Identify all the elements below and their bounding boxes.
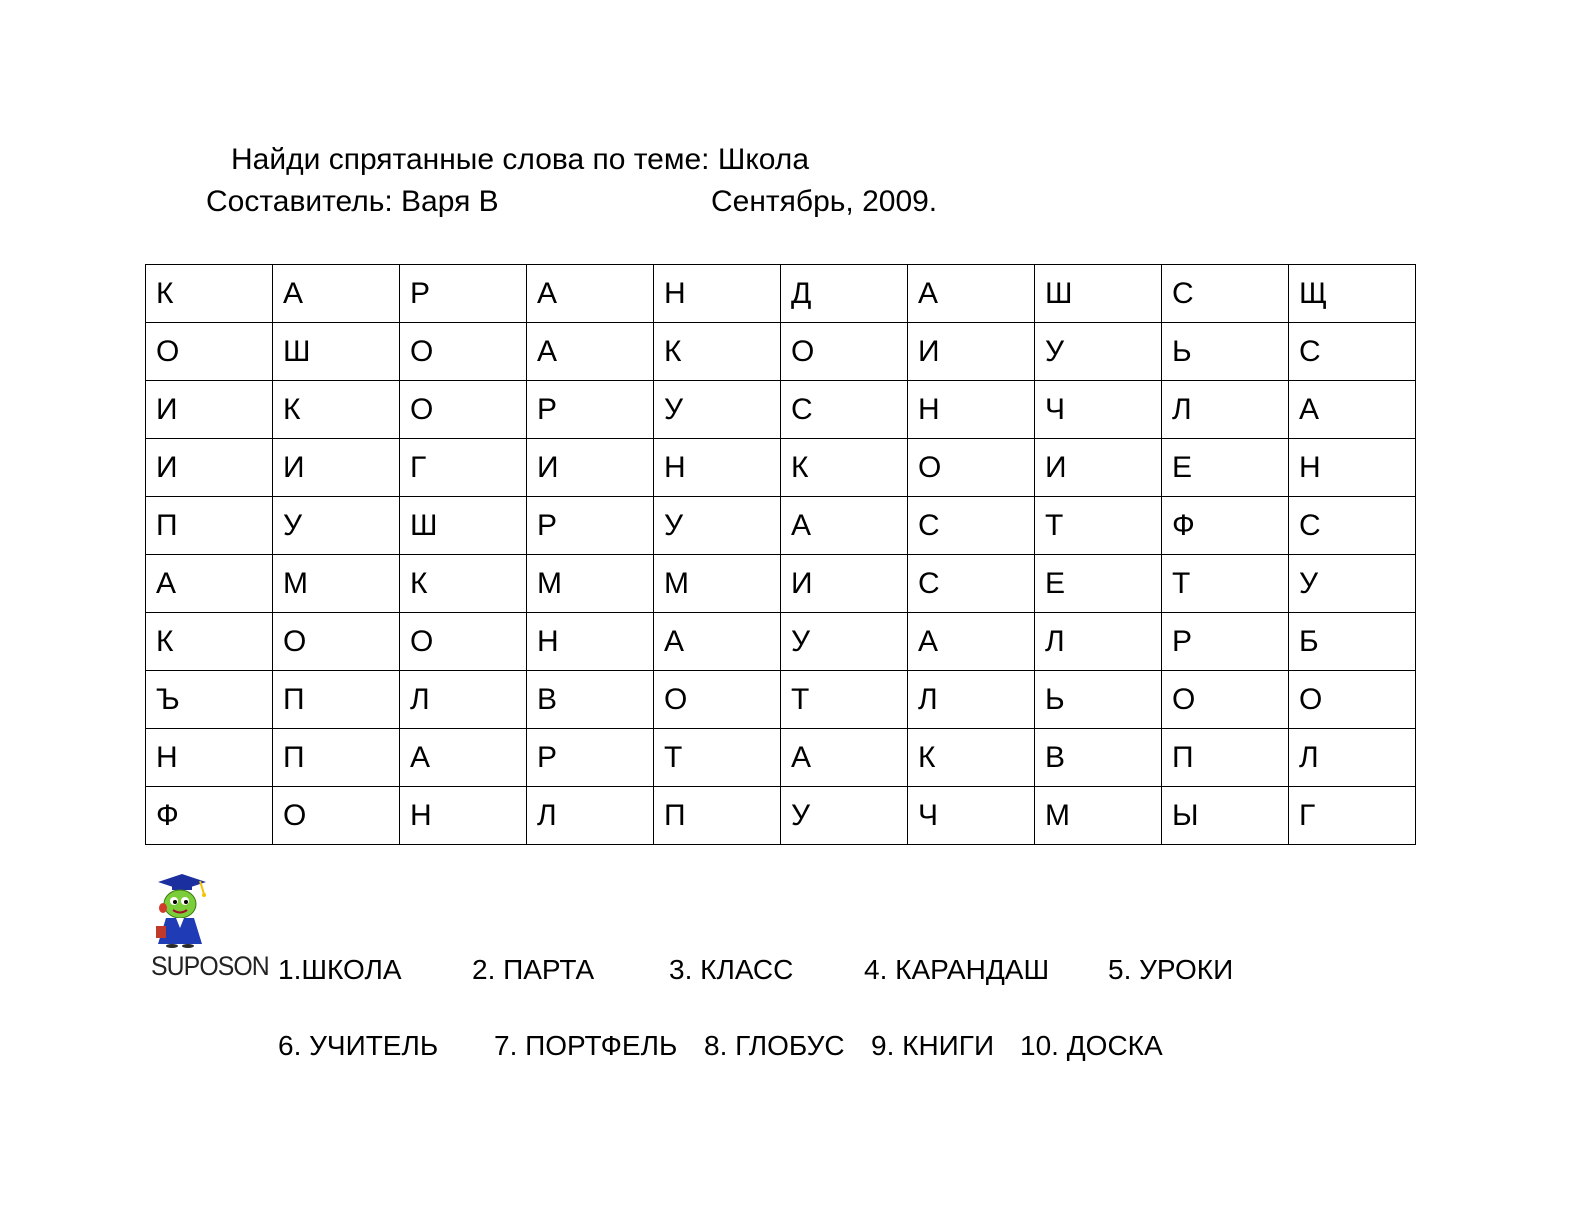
date-line: Сентябрь, 2009. bbox=[711, 185, 938, 218]
grid-cell: К bbox=[908, 729, 1035, 787]
grid-row bbox=[146, 497, 1416, 555]
grid-cell: О bbox=[1162, 671, 1289, 729]
grid-cell: Р bbox=[527, 497, 654, 555]
word-list-item: 8. ГЛОБУС bbox=[704, 1030, 845, 1061]
grid-cell: А bbox=[908, 265, 1035, 323]
grid-cell: Л bbox=[1289, 729, 1416, 787]
grid-cell: К bbox=[781, 439, 908, 497]
grid-cell: Г bbox=[400, 439, 527, 497]
grid-cell: Н bbox=[527, 613, 654, 671]
grid-cell: Л bbox=[400, 671, 527, 729]
grid-cell: К bbox=[146, 265, 273, 323]
grid-cell: И bbox=[527, 439, 654, 497]
grid-cell: Ч bbox=[1035, 381, 1162, 439]
grid-cell: М bbox=[273, 555, 400, 613]
grid-cell: Н bbox=[146, 729, 273, 787]
grid-cell: Н bbox=[1289, 439, 1416, 497]
grid-cell: Ш bbox=[400, 497, 527, 555]
grid-cell: Щ bbox=[1289, 265, 1416, 323]
grid-row bbox=[146, 323, 1416, 381]
grid-cell: М bbox=[527, 555, 654, 613]
grid-cell: У bbox=[781, 613, 908, 671]
grid-cell: М bbox=[654, 555, 781, 613]
word-list-item: 3. КЛАСС bbox=[669, 954, 794, 985]
grid-cell: О bbox=[273, 613, 400, 671]
grid-cell: Ь bbox=[1035, 671, 1162, 729]
grid-cell: П bbox=[146, 497, 273, 555]
grid-cell: О bbox=[400, 613, 527, 671]
grid-cell: С bbox=[1289, 323, 1416, 381]
grid-cell: Л bbox=[908, 671, 1035, 729]
grid-cell: О bbox=[1289, 671, 1416, 729]
grid-cell: Т bbox=[1035, 497, 1162, 555]
grid-cell: П bbox=[273, 671, 400, 729]
word-list-item: 4. КАРАНДАШ bbox=[864, 954, 1050, 985]
grid-cell: А bbox=[273, 265, 400, 323]
grid-row bbox=[146, 381, 1416, 439]
grid-cell: Н bbox=[908, 381, 1035, 439]
grid-cell: В bbox=[527, 671, 654, 729]
author-line: Составитель: Варя В bbox=[206, 185, 499, 218]
grid-cell: У bbox=[273, 497, 400, 555]
grid-cell: С bbox=[908, 555, 1035, 613]
grid-cell: С bbox=[781, 381, 908, 439]
word-list-item: 1.ШКОЛА bbox=[278, 954, 402, 985]
word-list-item: 5. УРОКИ bbox=[1108, 954, 1234, 985]
grid-cell: Н bbox=[400, 787, 527, 845]
grid-cell: О bbox=[781, 323, 908, 381]
grid-cell: Ы bbox=[1162, 787, 1289, 845]
grid-cell: А bbox=[146, 555, 273, 613]
grid-cell: А bbox=[400, 729, 527, 787]
grid-cell: И bbox=[908, 323, 1035, 381]
grid-row bbox=[146, 555, 1416, 613]
grid-cell: А bbox=[908, 613, 1035, 671]
word-list-item: 7. ПОРТФЕЛЬ bbox=[494, 1030, 678, 1061]
grid-cell: Д bbox=[781, 265, 908, 323]
grid-row bbox=[146, 729, 1416, 787]
grid-cell: Ч bbox=[908, 787, 1035, 845]
grid-cell: К bbox=[273, 381, 400, 439]
grid-cell: П bbox=[654, 787, 781, 845]
grid-cell: У bbox=[1035, 323, 1162, 381]
grid-cell: О bbox=[273, 787, 400, 845]
grid-cell: Л bbox=[527, 787, 654, 845]
grid-cell: Ъ bbox=[146, 671, 273, 729]
grid-cell: Р bbox=[400, 265, 527, 323]
grid-cell: Е bbox=[1162, 439, 1289, 497]
grid-cell: Р bbox=[527, 729, 654, 787]
grid-cell: О bbox=[400, 323, 527, 381]
grid-cell: Н bbox=[654, 265, 781, 323]
grid-cell: Ш bbox=[1035, 265, 1162, 323]
grid-cell: А bbox=[781, 497, 908, 555]
grid-cell: О bbox=[146, 323, 273, 381]
grid-cell: Ь bbox=[1162, 323, 1289, 381]
grid-cell: О bbox=[654, 671, 781, 729]
grid-cell: Т bbox=[654, 729, 781, 787]
grid-row bbox=[146, 265, 1416, 323]
grid-cell: П bbox=[273, 729, 400, 787]
grid-cell: О bbox=[908, 439, 1035, 497]
grid-cell: И bbox=[146, 439, 273, 497]
grid-cell: Ф bbox=[146, 787, 273, 845]
grid-cell: И bbox=[781, 555, 908, 613]
grid-cell: Ш bbox=[273, 323, 400, 381]
word-list-item: 9. КНИГИ bbox=[871, 1030, 995, 1061]
grid-cell: У bbox=[654, 381, 781, 439]
grid-cell: Т bbox=[1162, 555, 1289, 613]
grid-cell: О bbox=[400, 381, 527, 439]
grid-cell: А bbox=[654, 613, 781, 671]
grid-cell: А bbox=[527, 323, 654, 381]
logo-text: SUPOSON bbox=[151, 951, 269, 981]
grid-cell: А bbox=[781, 729, 908, 787]
grid-cell: Г bbox=[1289, 787, 1416, 845]
grid-cell: Л bbox=[1035, 613, 1162, 671]
grid-cell: П bbox=[1162, 729, 1289, 787]
grid-row bbox=[146, 671, 1416, 729]
grid-cell: И bbox=[146, 381, 273, 439]
grid-cell: С bbox=[1289, 497, 1416, 555]
grid-cell: Т bbox=[781, 671, 908, 729]
grid-cell: Р bbox=[527, 381, 654, 439]
grid-cell: А bbox=[1289, 381, 1416, 439]
grid-cell: С bbox=[908, 497, 1035, 555]
word-list-item: 2. ПАРТА bbox=[472, 954, 595, 985]
grid-cell: У bbox=[781, 787, 908, 845]
grid-cell: Е bbox=[1035, 555, 1162, 613]
word-search-grid bbox=[145, 264, 1416, 845]
grid-cell: М bbox=[1035, 787, 1162, 845]
grid-cell: И bbox=[273, 439, 400, 497]
grid-cell: К bbox=[146, 613, 273, 671]
grid-cell: С bbox=[1162, 265, 1289, 323]
grid-cell: К bbox=[654, 323, 781, 381]
grid-cell: У bbox=[654, 497, 781, 555]
grid-cell: А bbox=[527, 265, 654, 323]
graduate-mascot-icon bbox=[148, 868, 218, 948]
grid-cell: Ф bbox=[1162, 497, 1289, 555]
grid-cell: Л bbox=[1162, 381, 1289, 439]
grid-cell: У bbox=[1289, 555, 1416, 613]
grid-row bbox=[146, 787, 1416, 845]
grid-cell: Б bbox=[1289, 613, 1416, 671]
word-list-item: 10. ДОСКА bbox=[1020, 1030, 1163, 1061]
grid-cell: В bbox=[1035, 729, 1162, 787]
grid-cell: Р bbox=[1162, 613, 1289, 671]
page-title: Найди спрятанные слова по теме: Школа bbox=[231, 143, 809, 176]
word-list-item: 6. УЧИТЕЛЬ bbox=[278, 1030, 439, 1061]
grid-cell: К bbox=[400, 555, 527, 613]
grid-cell: Н bbox=[654, 439, 781, 497]
grid-row bbox=[146, 439, 1416, 497]
grid-row bbox=[146, 613, 1416, 671]
grid-cell: И bbox=[1035, 439, 1162, 497]
